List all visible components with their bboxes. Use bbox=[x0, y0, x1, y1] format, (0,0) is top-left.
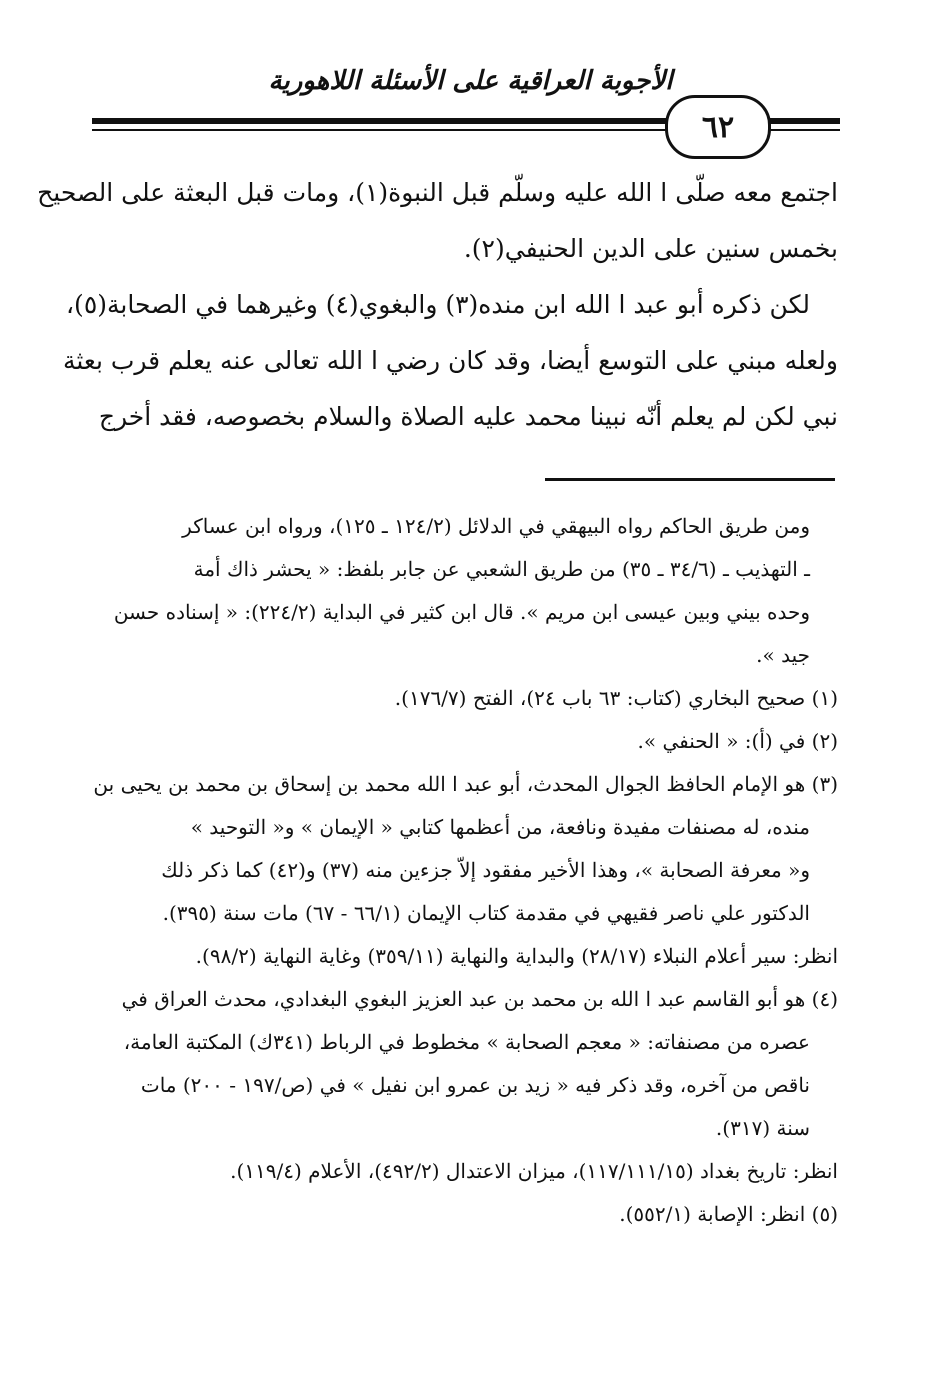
footnote-3: (٣) هو الإمام الحافظ الجوال المحدث، أبو عبد ا الله محمد بن إسحاق بن محمد بن يحيى بن bbox=[93, 772, 838, 796]
footnote-line: ومن طريق الحاكم رواه البيهقي في الدلائل (١٢٤/٢ ـ ١٢٥)، ورواه ابن عساكر bbox=[182, 514, 810, 538]
footnote-line: انظر: تاريخ بغداد (١١٧/١١١/١٥)، ميزان الاعتدال (٤٩٢/٢)، الأعلام (١١٩/٤). bbox=[230, 1159, 838, 1183]
body-line: اجتمع معه صلّى ا الله عليه وسلّم قبل النبوة(١)، ومات قبل البعثة على الصحيح bbox=[37, 178, 838, 207]
footnote-line: عصره من مصنفاته: « معجم الصحابة » مخطوط في الرباط (٣٤١ك) المكتبة العامة، bbox=[123, 1030, 810, 1054]
body-line: ولعله مبني على التوسع أيضا، وقد كان رضي ا الله تعالى عنه يعلم قرب بعثة bbox=[62, 346, 838, 375]
footnote-line: و« معرفة الصحابة »، وهذا الأخير مفقود إلاّ جزءين منه (٣٧) و(٤٢) كما ذكر ذلك bbox=[161, 858, 810, 882]
main-text bbox=[37, 165, 838, 445]
footnote-1: (١) صحيح البخاري (كتاب: ٦٣ باب ٢٤)، الفتح (١٧٦/٧). bbox=[394, 686, 838, 710]
footnote-4: (٤) هو أبو القاسم عبد ا الله بن محمد بن عبد العزيز البغوي البغدادي، محدث العراق في bbox=[121, 987, 838, 1011]
body-line: لكن ذكره أبو عبد ا الله ابن منده(٣) والبغوي(٤) وغيرهما في الصحابة(٥)، bbox=[65, 290, 810, 319]
footnote-2: (٢) في (أ): « الحنفي ». bbox=[637, 729, 838, 753]
footnote-line: سنة (٣١٧). bbox=[715, 1116, 810, 1140]
footnote-5: (٥) انظر: الإصابة (٥٥٢/١). bbox=[619, 1202, 838, 1226]
footnotes bbox=[90, 505, 838, 1236]
footnote-line: منده، له مصنفات مفيدة ونافعة، من أعظمها كتابي « الإيمان » و« التوحيد » bbox=[190, 815, 810, 839]
footnote-divider bbox=[545, 478, 835, 481]
page-number bbox=[665, 95, 771, 159]
footnote-line: ـ التهذيب ـ (٣٤/٦ ـ ٣٥) من طريق الشعبي عن جابر بلفظ: « يحشر ذاك أمة bbox=[193, 557, 810, 581]
body-line: نبي لكن لم يعلم أنّه نبينا محمد عليه الصلاة والسلام بخصوصه، فقد أخرج bbox=[98, 402, 838, 431]
footnote-line: انظر: سير أعلام النبلاء (٢٨/١٧) والبداية والنهاية (٣٥٩/١١) وغاية النهاية (٩٨/٢). bbox=[195, 944, 838, 968]
running-header-title: الأجوبة العراقية على الأسئلة اللاهورية bbox=[268, 66, 673, 96]
footnote-line: جيد ». bbox=[756, 643, 810, 667]
page-number-text: ٦٢ bbox=[701, 109, 735, 145]
footnote-line: وحده بيني وبين عيسى ابن مريم ». قال ابن كثير في البداية (٢٢٤/٢): « إسناده حسن bbox=[113, 600, 810, 624]
footnote-line: ناقص من آخره، وقد ذكر فيه « زيد بن عمرو ابن نفيل » في (ص/١٩٧ - ٢٠٠) مات bbox=[140, 1073, 810, 1097]
body-line: بخمس سنين على الدين الحنيفي(٢). bbox=[463, 234, 838, 263]
footnote-line: الدكتور علي ناصر فقيهي في مقدمة كتاب الإيمان (٦٦/١ - ٦٧) مات سنة (٣٩٥). bbox=[162, 901, 810, 925]
